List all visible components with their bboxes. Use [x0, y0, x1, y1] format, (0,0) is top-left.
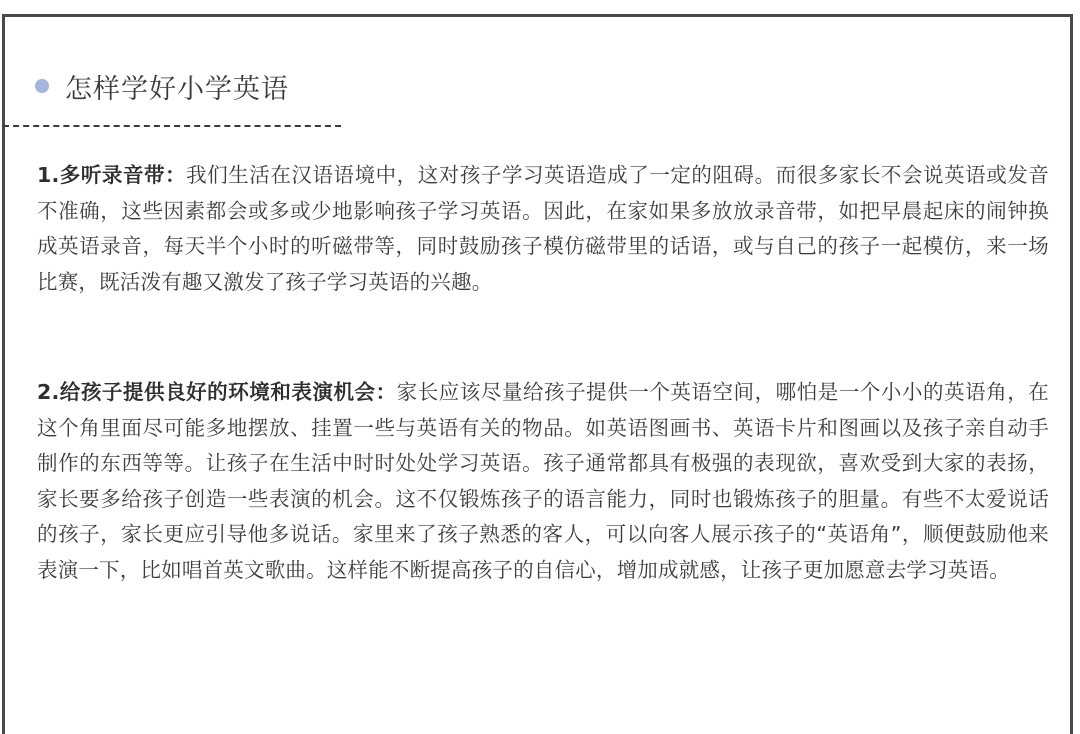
- paragraph-2-body: 家长应该尽量给孩子提供一个英语空间，哪怕是一个小小的英语角，在这个角里面尽可能多地摆放、挂置一些与英语有关的物品。如英语图画书、英语卡片和图画以及孩子亲自动手制作的东西等等。让孩子在生活中时时处处学习英语。孩子通常都具有极强的表现欲，喜欢受到大家的表扬，家长要多给孩子创造一些表演的机会。这不仅锻炼孩子的语言能力，同时也锻炼孩子的胆量。有些不太爱说话的孩子，家长更应引导他多说话。家里来了孩子熟悉的客人，可以向客人展示孩子的“英语角”，顺便鼓励他来表演一下，比如唱首英文歌曲。这样能不断提高孩子的自信心，增加成就感，让孩子更加愿意去学习英语。: [37, 380, 1049, 582]
- paragraph-2: [37, 375, 1049, 588]
- dashed-divider: [3, 125, 341, 127]
- paragraph-1-body: 我们生活在汉语语境中，这对孩子学习英语造成了一定的阻碍。而很多家长不会说英语或发音不准确，这些因素都会或多或少地影响孩子学习英语。因此，在家如果多放放录音带，如把早晨起床的闹钟换成英语录音，每天半个小时的听磁带等，同时鼓励孩子模仿磁带里的话语，或与自己的孩子一起模仿，来一场比赛，既活泼有趣又激发了孩子学习英语的兴趣。: [37, 163, 1050, 294]
- article-card: [2, 14, 1073, 734]
- section-title: 怎样学好小学英语: [65, 73, 289, 105]
- section-heading: [35, 66, 289, 106]
- bullet-dot-icon: [35, 79, 49, 93]
- paragraph-1-lead: 1.多听录音带：: [37, 163, 187, 187]
- paragraph-1: [37, 158, 1049, 300]
- paragraph-2-lead: 2.给孩子提供良好的环境和表演机会：: [37, 380, 397, 404]
